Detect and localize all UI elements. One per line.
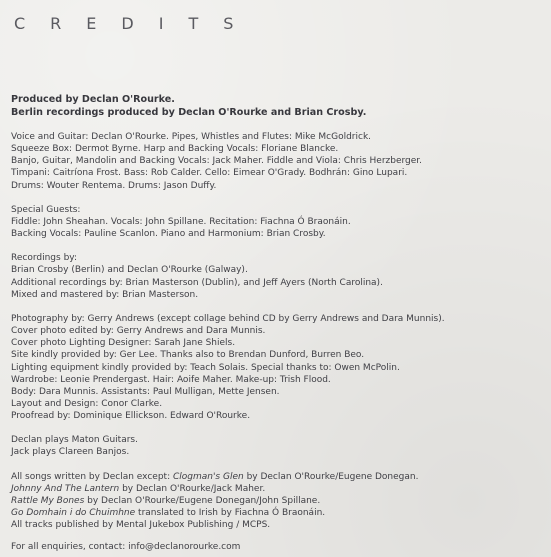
production-line: Lighting equipment kindly provided by: Teach Solais. Special thanks to: Owen McPolin. xyxy=(11,362,400,373)
credits-body xyxy=(11,93,541,554)
guest-line: Fiddle: John Sheahan. Vocals: John Spillane. Recitation: Fiachna Ó Braonáin. xyxy=(11,216,351,227)
guest-line: Backing Vocals: Pauline Scanlon. Piano and Harmonium: Brian Crosby. xyxy=(11,229,326,240)
songwriting-suffix: translated to Irish by Fiachna Ó Braonáin. xyxy=(135,508,326,519)
musician-line: Drums: Wouter Rentema. Drums: Jason Duffy. xyxy=(11,180,217,191)
songwriting-suffix: by Declan O'Rourke/Eugene Donegan/John Spillane. xyxy=(84,495,321,506)
production-line: Cover photo edited by: Gerry Andrews and Dara Munnis. xyxy=(11,326,266,337)
musician-line: Timpani: Caitríona Frost. Bass: Rob Calder. Cello: Eimear O'Grady. Bodhrán: Gino Lupari. xyxy=(11,168,408,179)
contact-line: For all enquiries, contact: info@declanorourke.com xyxy=(11,542,241,553)
songwriting-line xyxy=(11,495,541,507)
songwriting-credits xyxy=(11,471,541,532)
production-line: Cover photo Lighting Designer: Sarah Jane Shiels. xyxy=(11,338,236,349)
recording-credits xyxy=(11,252,541,301)
production-credits xyxy=(11,313,541,422)
musician-line: Banjo, Guitar, Mandolin and Backing Vocals: Jack Maher. Fiddle and Viola: Chris Herzberger. xyxy=(11,156,423,167)
credits-heading: CREDITS xyxy=(14,14,259,33)
endorsement-line: Jack plays Clareen Banjos. xyxy=(11,447,130,458)
production-line: Proofread by: Dominique Ellickson. Edward O'Rourke. xyxy=(11,411,251,422)
publishing-line: All tracks published by Mental Jukebox Publishing / MCPS. xyxy=(11,520,271,531)
songwriting-line xyxy=(11,483,541,495)
musician-line: Squeeze Box: Dermot Byrne. Harp and Backing Vocals: Floriane Blancke. xyxy=(11,144,339,155)
production-line: Body: Dara Munnis. Assistants: Paul Mulligan, Mette Jensen. xyxy=(11,386,280,397)
recordings-title: Recordings by: xyxy=(11,253,77,264)
songwriting-suffix: by Declan O'Rourke/Eugene Donegan. xyxy=(243,471,419,482)
songwriting-line xyxy=(11,471,541,483)
production-line: Wardrobe: Leonie Prendergast. Hair: Aoife Maher. Make-up: Trish Flood. xyxy=(11,374,331,385)
berlin-producer-line: Berlin recordings produced by Declan O'Rourke and Brian Crosby. xyxy=(11,107,367,118)
instrument-endorsements xyxy=(11,434,541,458)
production-line: Photography by: Gerry Andrews (except collage behind CD by Gerry Andrews and Dara Munnis). xyxy=(11,313,445,324)
songwriting-suffix: by Declan O'Rourke/Jack Maher. xyxy=(119,483,266,494)
recording-line: Additional recordings by: Brian Masterson (Dublin), and Jeff Ayers (North Carolina). xyxy=(11,277,383,288)
production-line: Site kindly provided by: Ger Lee. Thanks also to Brendan Dunford, Burren Beo. xyxy=(11,350,365,361)
song-title: Go Domhain i do Chuimhne xyxy=(11,508,136,519)
musician-line: Voice and Guitar: Declan O'Rourke. Pipes, Whistles and Flutes: Mike McGoldrick. xyxy=(11,132,372,142)
recording-line: Brian Crosby (Berlin) and Declan O'Rourke (Galway). xyxy=(11,265,248,276)
producer-line: Produced by Declan O'Rourke. xyxy=(11,94,175,105)
special-guests-title: Special Guests: xyxy=(11,204,81,215)
mastering-line: Mixed and mastered by: Brian Masterson. xyxy=(11,289,199,300)
musician-credits xyxy=(11,131,541,192)
songwriting-line xyxy=(11,507,541,519)
special-guests xyxy=(11,204,541,240)
production-line: Layout and Design: Conor Clarke. xyxy=(11,398,163,409)
song-title: Clogman's Glen xyxy=(172,471,244,482)
endorsement-line: Declan plays Maton Guitars. xyxy=(11,435,138,446)
songwriting-prefix: All songs written by Declan except: xyxy=(11,471,173,482)
song-title: Johnny And The Lantern xyxy=(11,483,120,494)
producer-credits xyxy=(11,93,541,119)
contact-info xyxy=(11,541,541,553)
song-title: Rattle My Bones xyxy=(11,495,85,506)
